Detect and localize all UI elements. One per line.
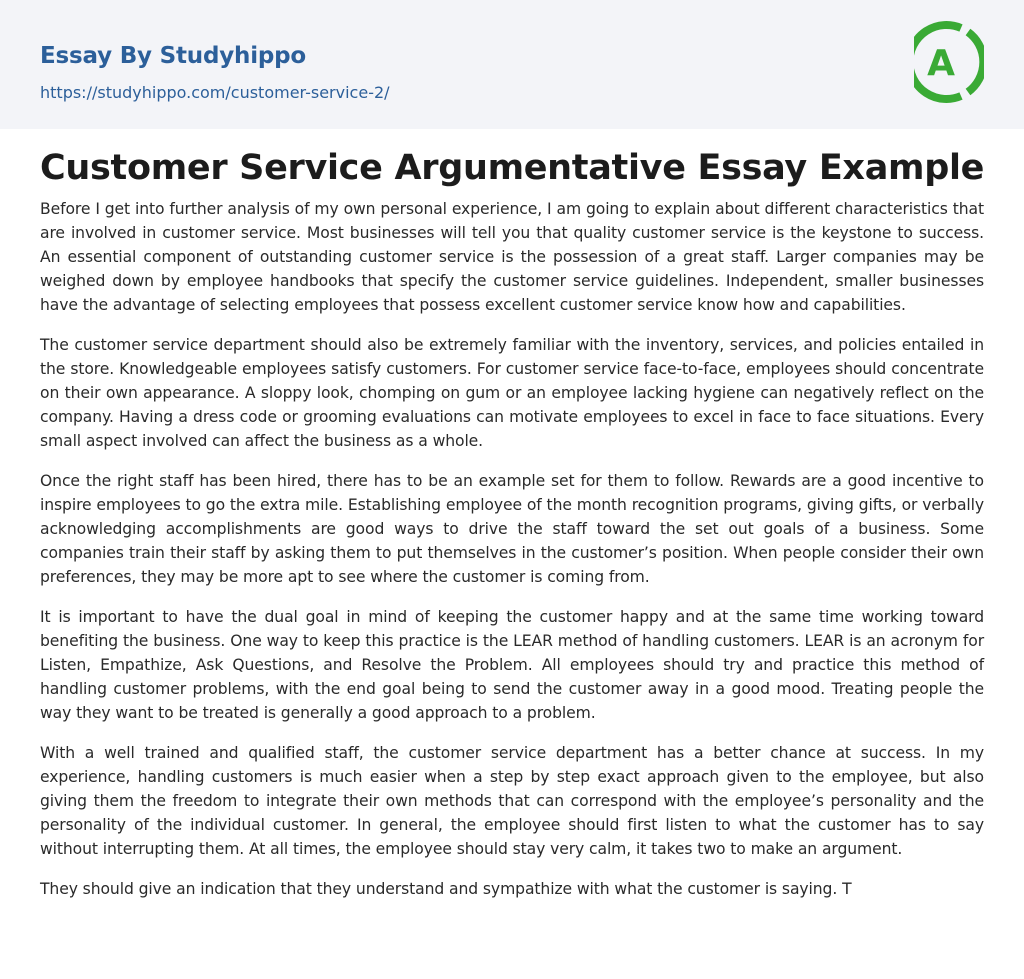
page-title: Customer Service Argumentative Essay Example (40, 148, 985, 188)
essay-paragraph: Once the right staff has been hired, there has to be an example set for them to follow. Rewards are a good incentive to inspire employees to go the extra mile. Establishing employee of the month recognition programs, giving gifts, or verbally acknowledging accomplishments are good ways to drive the staff toward the set out goals of a business. Some companies train their staff by asking them to put themselves in the customer’s position. When people consider their own preferences, they may be more apt to see where the customer is coming from. (40, 472, 984, 586)
logo-letter: A (927, 43, 955, 84)
essay-paragraph: They should give an indication that they understand and sympathize with what the customer is saying. T (40, 880, 852, 898)
site-title[interactable]: Essay By Studyhippo (40, 43, 307, 69)
essay-paragraph: Before I get into further analysis of my own personal experience, I am going to explain about different characteristics that are involved in customer service. Most businesses will tell you that quality customer service is the keystone to success. An essential component of outstanding customer service is the possession of a great staff. Larger companies may be weighed down by employee handbooks that specify the customer service guidelines. Independent, smaller businesses have the advantage of selecting employees that possess excellent customer service know how and capabilities. (40, 200, 984, 314)
source-url-link[interactable]: https://studyhippo.com/customer-service-2/ (40, 83, 390, 102)
studyhippo-logo-icon[interactable] (914, 20, 984, 104)
essay-paragraph: The customer service department should also be extremely familiar with the inventory, services, and policies entailed in the store. Knowledgeable employees satisfy customers. For customer service face-to-face, employees should concentrate on their own appearance. A sloppy look, chomping on gum or an employee lacking hygiene can negatively reflect on the company. Having a dress code or grooming evaluations can motivate employees to excel in face to face situations. Every small aspect involved can affect the business as a whole. (40, 336, 984, 450)
site-header (0, 0, 1024, 129)
essay-paragraph: With a well trained and qualified staff, the customer service department has a better chance at success. In my experience, handling customers is much easier when a step by step exact approach given to the employee, but also giving them the freedom to integrate their own methods that can correspond with the employee’s personality and the personality of the individual customer. In general, the employee should first listen to what the customer has to say without interrupting them. At all times, the employee should stay very calm, it takes two to make an argument. (40, 744, 984, 858)
essay-paragraph: It is important to have the dual goal in mind of keeping the customer happy and at the same time working toward benefiting the business. One way to keep this practice is the LEAR method of handling customers. LEAR is an acronym for Listen, Empathize, Ask Questions, and Resolve the Problem. All employees should try and practice this method of handling customer problems, with the end goal being to send the customer away in a good mood. Treating people the way they want to be treated is generally a good approach to a problem. (40, 608, 984, 722)
essay-content (0, 129, 1024, 901)
